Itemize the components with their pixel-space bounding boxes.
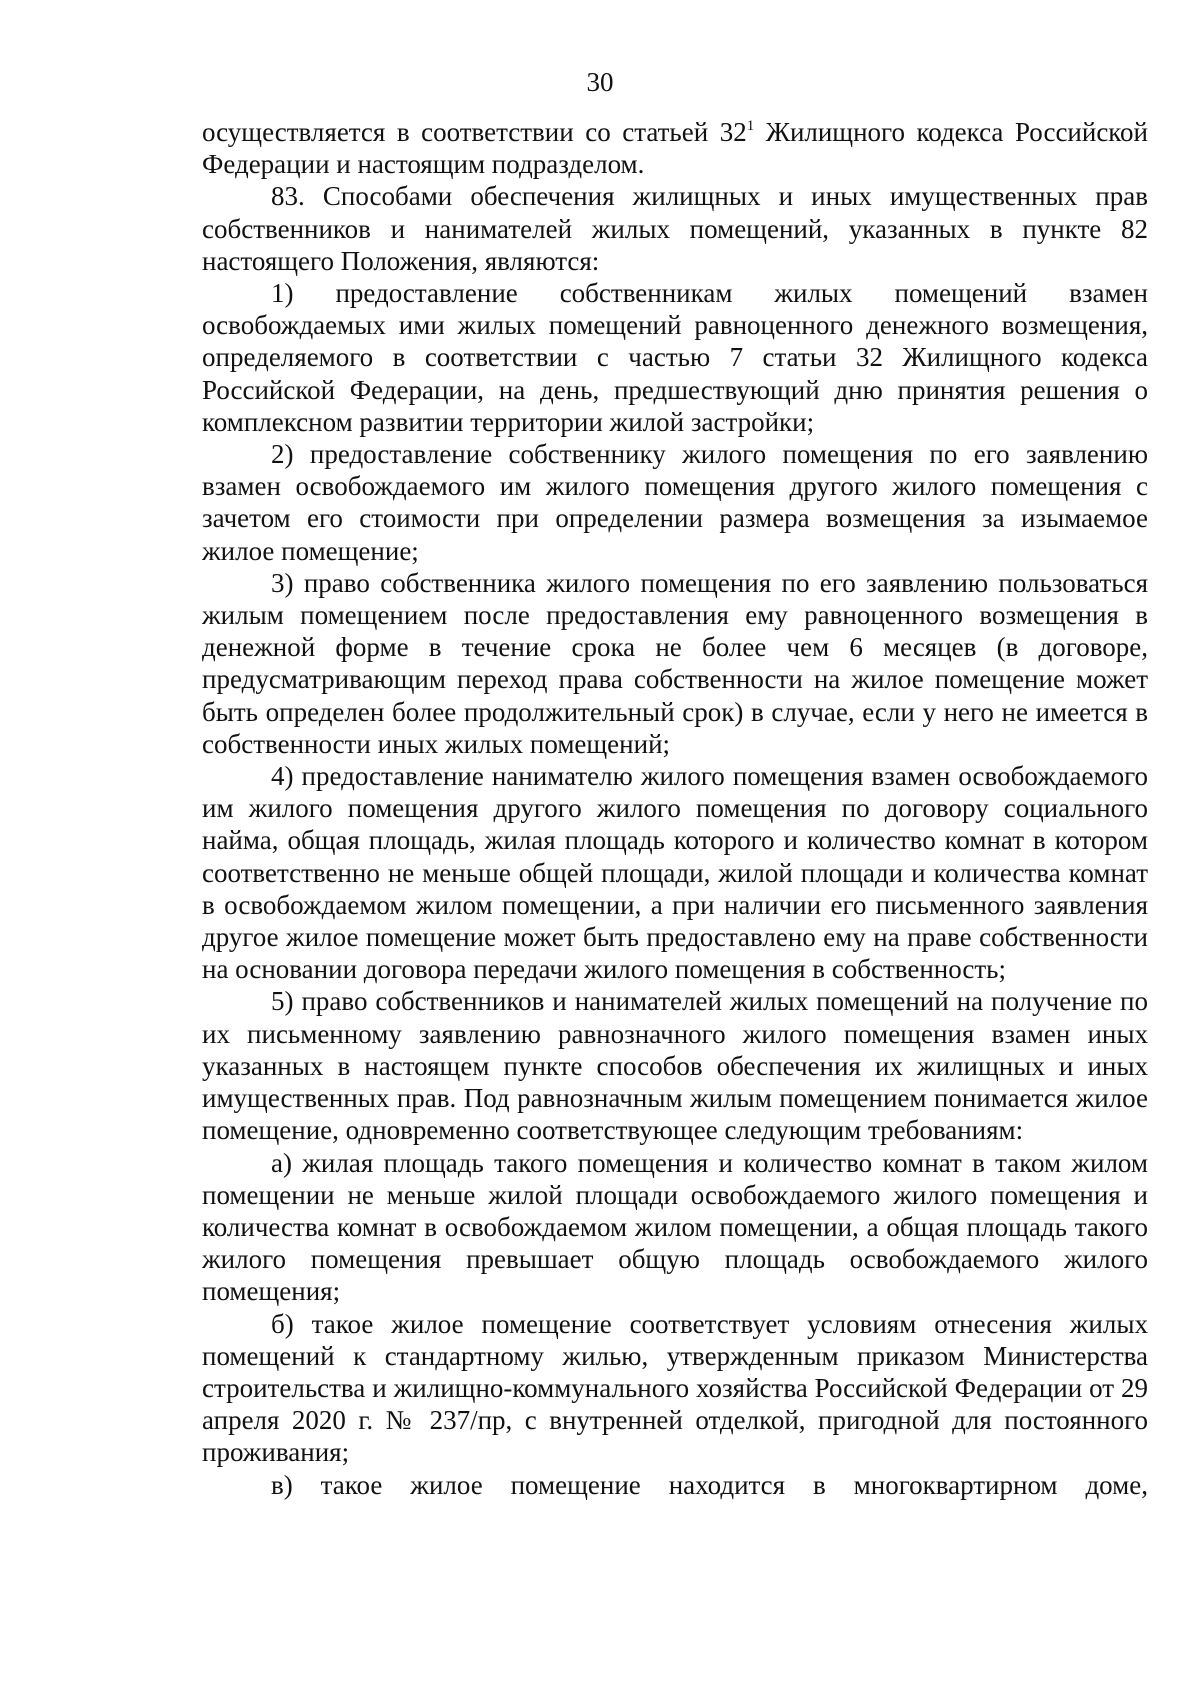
paragraph-text: предоставление собственникам жилых помещений взамен освобождаемых ими жилых помещений равноценного денежного возмещения, определяемого в соответствии с частью 7 статьи 32 Жилищного кодекса Российской Федерации, на день, предшествующий дню принятия решения о комплексном развитии территории жилой застройки; xyxy=(202,278,1148,437)
item-letter: в) xyxy=(271,1469,293,1500)
item-number: 83. xyxy=(271,181,305,212)
list-item-5 xyxy=(202,985,1148,1146)
paragraph-continuation xyxy=(202,116,1148,180)
paragraph-item-83 xyxy=(202,180,1148,277)
superscript-index: 1 xyxy=(746,118,755,134)
paragraph-text: жилая площадь такого помещения и количество комнат в таком жилом помещении не меньше жилой площади освобождаемого жилого помещения и количества комнат в освобождаемом жилом помещении, а общая площадь такого жилого помещения превышает общую площадь освобождаемого жилого помещения; xyxy=(202,1147,1148,1307)
item-number: 3) xyxy=(271,567,294,598)
list-item-4 xyxy=(202,760,1148,985)
paragraph-text: Способами обеспечения жилищных и иных имущественных прав собственников и нанимателей жилых помещений, указанных в пункте 82 настоящего Положения, являются: xyxy=(202,181,1148,276)
item-letter: а) xyxy=(271,1147,292,1178)
paragraph-text: предоставление собственнику жилого помещения по его заявлению взамен освобождаемого им жилого помещения другого жилого помещения с зачетом его стоимости при определении размера возмещения за изымаемое жилое помещение; xyxy=(202,439,1148,566)
paragraph-text: право собственника жилого помещения по его заявлению пользоваться жилым помещением после предоставления ему равноценного возмещения в денежной форме в течение срока не более чем 6 месяцев (в договоре, предусматривающим переход права собственности на жилое помещение может быть определен более продолжительный срок) в случае, если у него не имеется в собственности иных жилых помещений; xyxy=(202,567,1148,759)
paragraph-text: такое жилое помещение находится в многоквартирном доме, xyxy=(292,1469,1148,1500)
paragraph-text: право собственников и нанимателей жилых помещений на получение по их письменному заявлению равнозначного жилого помещения взамен иных указанных в настоящем пункте способов обеспечения их жилищных и иных имущественных прав. Под равнозначным жилым помещением понимается жилое помещение, одновременно соответствующее следующим требованиям: xyxy=(202,986,1148,1146)
sub-item-b xyxy=(202,1308,1148,1469)
paragraph-text: предоставление нанимателю жилого помещения взамен освобождаемого им жилого помещения другого жилого помещения по договору социального найма, общая площадь, жилая площадь которого и количество комнат в котором соответственно не меньше общей площади, жилой площади и количества комнат в освобождаемом жилом помещении, а при наличии его письменного заявления другое жилое помещение может быть предоставлено ему на праве собственности на основании договора передачи жилого помещения в собственность; xyxy=(202,761,1148,985)
item-number: 1) xyxy=(271,278,294,309)
sub-item-a xyxy=(202,1147,1148,1308)
page-number: 30 xyxy=(586,67,614,97)
list-item-2 xyxy=(202,438,1148,567)
paragraph-text: осуществляется в соответствии со статьей 32 xyxy=(202,117,747,147)
document-body xyxy=(202,116,1148,1501)
paragraph-text: Жилищного кодекса Российской Федерации и настоящим подразделом. xyxy=(202,117,1149,180)
paragraph-text: такое жилое помещение соответствует условиям отнесения жилых помещений к стандартному жилью, утвержденным приказом Министерства строительства и жилищно-коммунального хозяйства Российской Федерации от 29 апреля 2020 г. № 237/пр, с внутренней отделкой, пригодной для постоянного проживания; xyxy=(202,1308,1148,1468)
item-letter: б) xyxy=(271,1308,294,1339)
list-item-1 xyxy=(202,277,1148,438)
item-number: 4) xyxy=(271,761,294,792)
item-number: 2) xyxy=(271,439,294,470)
sub-item-v xyxy=(202,1469,1148,1501)
list-item-3 xyxy=(202,567,1148,760)
item-number: 5) xyxy=(271,986,294,1017)
